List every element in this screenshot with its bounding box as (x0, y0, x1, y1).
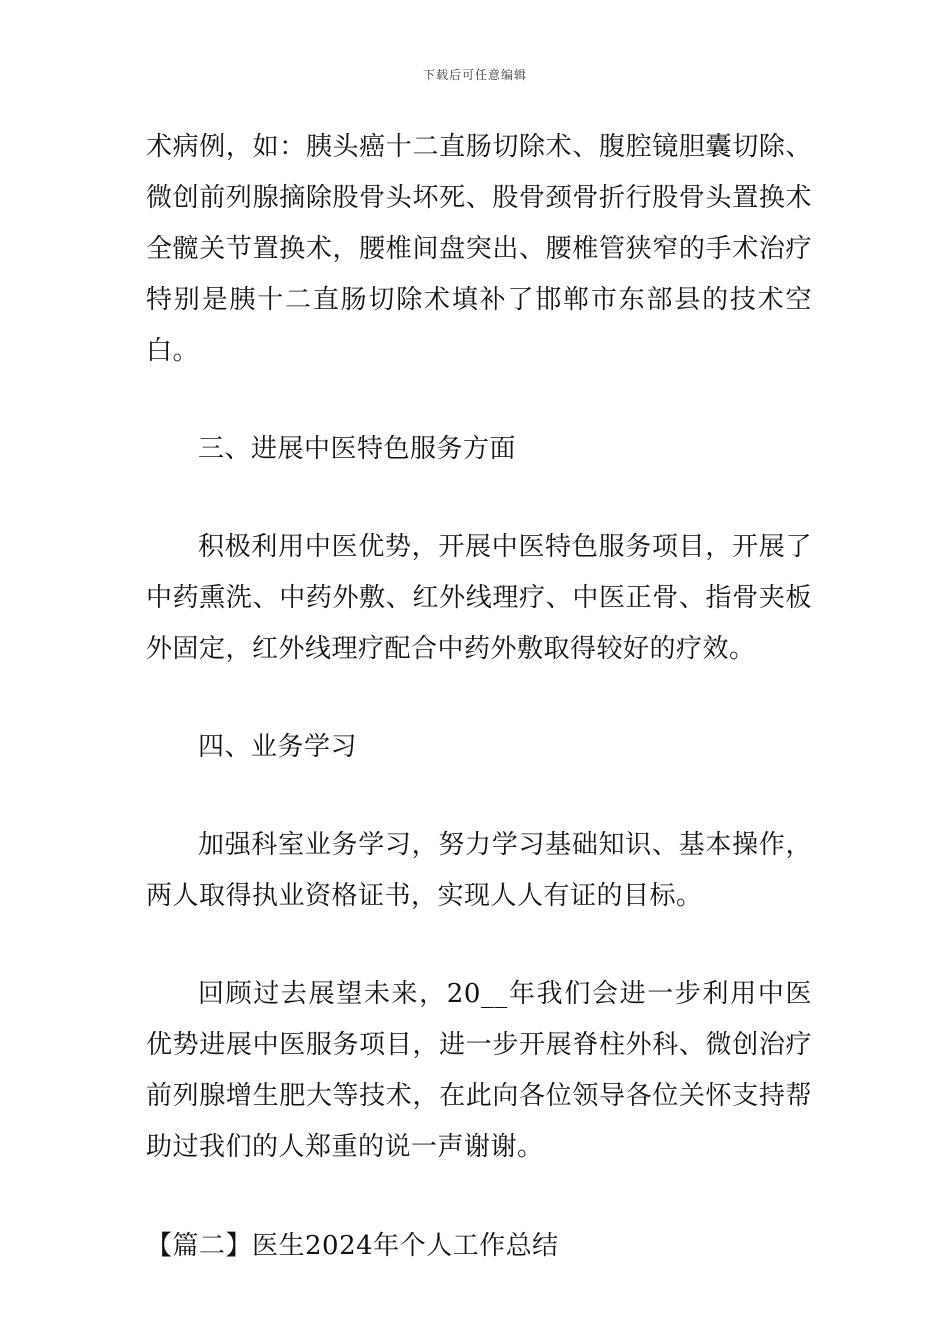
page-header: 下载后可任意编辑 (422, 68, 527, 82)
section-heading-tcm-services: 三、进展中医特色服务方面 (198, 434, 517, 464)
spacer (146, 475, 812, 522)
spacer (146, 922, 812, 969)
paragraph-surgery-cases: 术病例，如：胰头癌十二直肠切除术、腹腔镜胆囊切除、微创前列腺摘除股骨头坏死、股骨颈骨折行股骨头置换术全髋关节置换术，腰椎间盘突出、腰椎管狭窄的手术治疗特别是胰十二直肠切除术填补了邯郸市东部县的技术空白。 (146, 132, 812, 366)
paragraph-tcm-services: 积极利用中医优势，开展中医特色服务项目，开展了中药熏洗、中药外敷、红外线理疗、中医正骨、指骨夹板外固定，红外线理疗配合中药外敷取得较好的疗效。 (146, 532, 812, 664)
spacer (146, 773, 812, 820)
document-body (146, 122, 812, 1272)
spacer (146, 1173, 812, 1221)
spacer (146, 675, 812, 722)
spacer (146, 377, 812, 424)
section-title-part-two: 【篇二】医生2024年个人工作总结 (146, 1231, 559, 1261)
paragraph-business-study: 加强科室业务学习，努力学习基础知识、基本操作，两人取得执业资格证书，实现人人有证的目标。 (146, 830, 812, 911)
paragraph-outlook: 回顾过去展望未来，20__年我们会进一步利用中医优势进展中医服务项目，进一步开展脊柱外科、微创治疗前列腺增生肥大等技术，在此向各位领导各位关怀支持帮助过我们的人郑重的说一声谢谢。 (146, 979, 812, 1162)
section-heading-business-study: 四、业务学习 (198, 732, 358, 762)
